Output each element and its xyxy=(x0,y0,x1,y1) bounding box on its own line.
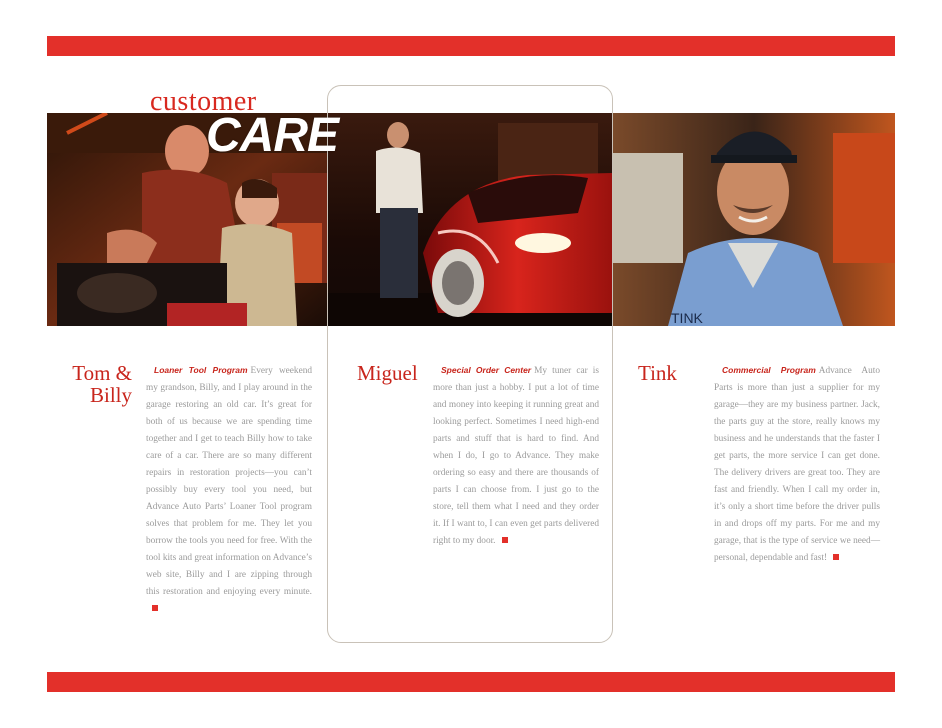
name-line-2: Billy xyxy=(89,383,132,407)
end-mark-icon xyxy=(502,537,508,543)
end-mark-icon xyxy=(152,605,158,611)
story-text: Advance Auto Parts is more than just a supplier for my garage—they are my business partner. Jack, the parts guy at the store, really knows my business and he understands that the faster I get parts, the more service I can get done. The delivery drivers are great too. They are fast and friendly. When I call my order in, it’s only a short time before the driver pulls in and drops off my parts. For me and my garage, that is the type of service we need—personal, dependable and fast! xyxy=(714,366,880,563)
story-tom-billy xyxy=(146,362,312,618)
name-line-1: Tom & xyxy=(72,361,132,385)
name-miguel: Miguel xyxy=(357,361,418,385)
story-text: My tuner car is more than just a hobby. I put a lot of time and money into keeping it running great and looking perfect. Sometimes I need high-end parts and stuff that is hard to find. And when I do, I go to Advance. They make ordering so easy and there are thousands of parts I can choose from. I just go to the store, tell them what I need and they order it. If I want to, I can even get parts delivered right to my door. xyxy=(433,366,599,546)
bottom-red-bar xyxy=(47,672,895,692)
story-text: Every weekend my grandson, Billy, and I play around in the garage restoring an old car. It’s great for both of us because we are spending time together and I get to teach Billy how to take care of a car. There are so many different repairs in restoration projects—you can’t possibly buy every tool you need, but Advance Auto Parts’ Loaner Tool program solves that problem for me. They let you borrow the tools you need for free. With the tool kits and great information on Advance’s web site, Billy and I are zipping through this restoration and enjoying every minute. xyxy=(146,366,313,597)
story-miguel xyxy=(433,362,599,550)
name-tink: Tink xyxy=(638,361,677,385)
photo-miguel xyxy=(328,113,612,326)
tink-shirt-caption: TINK xyxy=(671,310,703,326)
name-tom-billy xyxy=(68,362,132,406)
program-label: Commercial Program xyxy=(722,365,816,375)
end-mark-icon xyxy=(833,554,839,560)
title-care: CARE xyxy=(206,109,339,162)
program-label: Loaner Tool Program xyxy=(154,365,248,375)
top-red-bar xyxy=(47,36,895,56)
title-customer: customer xyxy=(150,86,257,117)
photo-tink xyxy=(613,113,895,326)
story-tink xyxy=(714,362,880,567)
program-label: Special Order Center xyxy=(441,365,532,375)
